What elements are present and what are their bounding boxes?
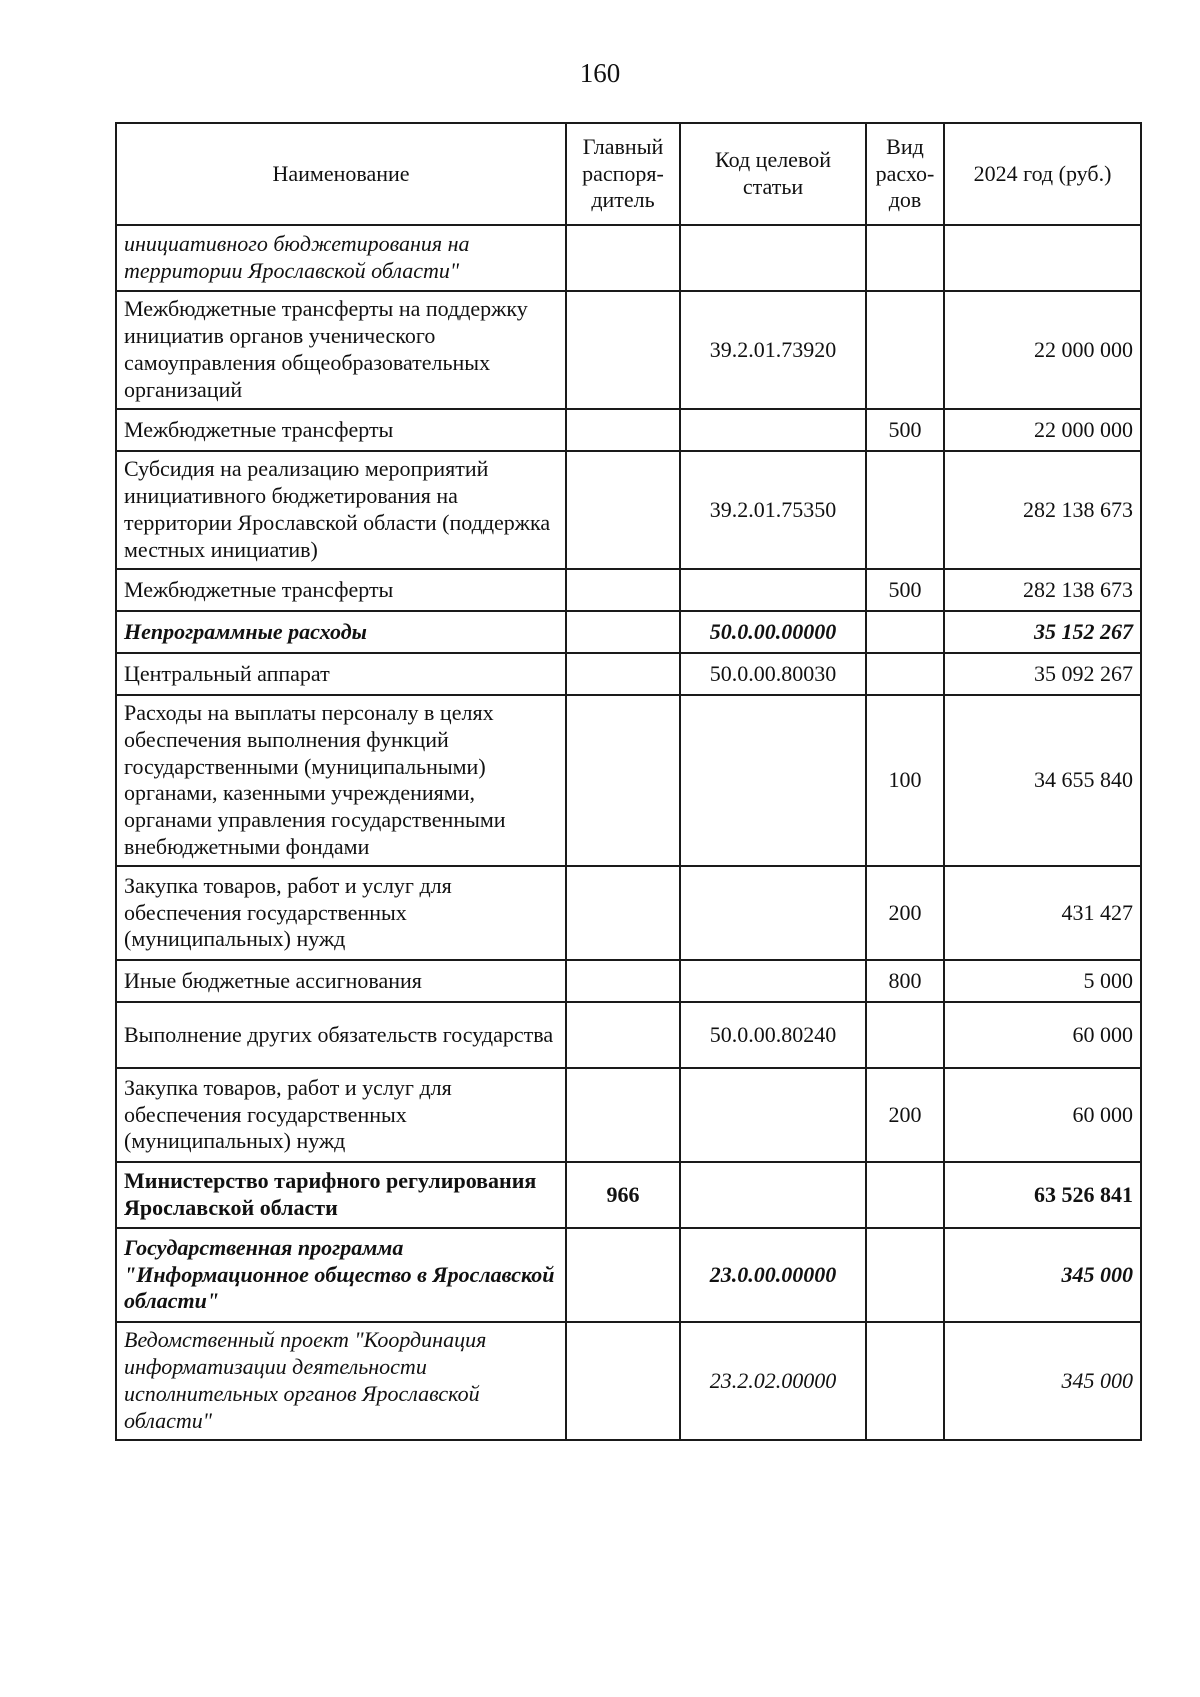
cell-vid bbox=[866, 451, 944, 569]
cell-glavny bbox=[566, 1228, 680, 1322]
cell-sum: 5 000 bbox=[944, 960, 1141, 1002]
cell-glavny bbox=[566, 1322, 680, 1440]
table-row bbox=[116, 695, 1141, 866]
table-row bbox=[116, 866, 1141, 960]
cell-vid bbox=[866, 611, 944, 653]
cell-sum: 282 138 673 bbox=[944, 451, 1141, 569]
cell-code: 23.0.00.00000 bbox=[680, 1228, 866, 1322]
cell-glavny bbox=[566, 1002, 680, 1068]
cell-code: 23.2.02.00000 bbox=[680, 1322, 866, 1440]
cell-glavny bbox=[566, 1068, 680, 1162]
cell-code bbox=[680, 695, 866, 866]
cell-code bbox=[680, 866, 866, 960]
cell-glavny bbox=[566, 225, 680, 291]
cell-name: Субсидия на реализацию мероприятий инициативного бюджетирования на территории Ярославской области (поддержка местных инициатив) bbox=[116, 451, 566, 569]
cell-glavny bbox=[566, 569, 680, 611]
table-row bbox=[116, 653, 1141, 695]
table-row bbox=[116, 1068, 1141, 1162]
table-row bbox=[116, 1322, 1141, 1440]
cell-glavny bbox=[566, 409, 680, 451]
cell-glavny bbox=[566, 653, 680, 695]
cell-code: 50.0.00.80030 bbox=[680, 653, 866, 695]
table-row bbox=[116, 225, 1141, 291]
cell-sum: 35 092 267 bbox=[944, 653, 1141, 695]
table-body bbox=[116, 225, 1141, 1440]
cell-name: Непрограммные расходы bbox=[116, 611, 566, 653]
table-row bbox=[116, 1228, 1141, 1322]
header-vid: Вид расхо-дов bbox=[866, 123, 944, 225]
cell-glavny bbox=[566, 695, 680, 866]
cell-sum: 431 427 bbox=[944, 866, 1141, 960]
header-name: Наименование bbox=[116, 123, 566, 225]
cell-sum: 345 000 bbox=[944, 1228, 1141, 1322]
cell-sum: 345 000 bbox=[944, 1322, 1141, 1440]
cell-name: Ведомственный проект "Координация информатизации деятельности исполнительных органов Ярославской области" bbox=[116, 1322, 566, 1440]
budget-table bbox=[115, 122, 1142, 1441]
cell-name: Закупка товаров, работ и услуг для обеспечения государственных (муниципальных) нужд bbox=[116, 1068, 566, 1162]
cell-name: Межбюджетные трансферты на поддержку инициатив органов ученического самоуправления общеобразовательных организаций bbox=[116, 291, 566, 409]
cell-glavny: 966 bbox=[566, 1162, 680, 1228]
cell-sum bbox=[944, 225, 1141, 291]
cell-code: 50.0.00.80240 bbox=[680, 1002, 866, 1068]
cell-vid bbox=[866, 653, 944, 695]
table-row bbox=[116, 1002, 1141, 1068]
cell-vid bbox=[866, 1228, 944, 1322]
cell-name: Выполнение других обязательств государства bbox=[116, 1002, 566, 1068]
page-number: 160 bbox=[579, 58, 621, 88]
cell-vid bbox=[866, 1002, 944, 1068]
cell-name: Иные бюджетные ассигнования bbox=[116, 960, 566, 1002]
header-code: Код целевой статьи bbox=[680, 123, 866, 225]
cell-code bbox=[680, 1162, 866, 1228]
cell-name: Центральный аппарат bbox=[116, 653, 566, 695]
cell-glavny bbox=[566, 960, 680, 1002]
table-row bbox=[116, 960, 1141, 1002]
cell-vid bbox=[866, 291, 944, 409]
cell-glavny bbox=[566, 611, 680, 653]
cell-code bbox=[680, 960, 866, 1002]
cell-vid: 500 bbox=[866, 569, 944, 611]
cell-vid bbox=[866, 225, 944, 291]
cell-glavny bbox=[566, 291, 680, 409]
cell-code bbox=[680, 1068, 866, 1162]
table-row bbox=[116, 451, 1141, 569]
header-year: 2024 год (руб.) bbox=[944, 123, 1141, 225]
cell-sum: 35 152 267 bbox=[944, 611, 1141, 653]
cell-vid: 100 bbox=[866, 695, 944, 866]
cell-code: 50.0.00.00000 bbox=[680, 611, 866, 653]
cell-sum: 282 138 673 bbox=[944, 569, 1141, 611]
cell-sum: 22 000 000 bbox=[944, 291, 1141, 409]
cell-code bbox=[680, 409, 866, 451]
cell-sum: 22 000 000 bbox=[944, 409, 1141, 451]
cell-sum: 60 000 bbox=[944, 1002, 1141, 1068]
cell-sum: 63 526 841 bbox=[944, 1162, 1141, 1228]
cell-vid: 200 bbox=[866, 1068, 944, 1162]
cell-glavny bbox=[566, 866, 680, 960]
header-glavny: Главный распоря-дитель bbox=[566, 123, 680, 225]
cell-vid: 800 bbox=[866, 960, 944, 1002]
cell-name: Межбюджетные трансферты bbox=[116, 409, 566, 451]
cell-vid bbox=[866, 1322, 944, 1440]
cell-sum: 60 000 bbox=[944, 1068, 1141, 1162]
cell-vid: 200 bbox=[866, 866, 944, 960]
cell-code: 39.2.01.73920 bbox=[680, 291, 866, 409]
cell-name: Расходы на выплаты персоналу в целях обеспечения выполнения функций государственными (муниципальными) органами, казенными учреждениями, органами управления государственными внебюджетными фондами bbox=[116, 695, 566, 866]
table-row bbox=[116, 409, 1141, 451]
cell-vid bbox=[866, 1162, 944, 1228]
cell-name: Закупка товаров, работ и услуг для обеспечения государственных (муниципальных) нужд bbox=[116, 866, 566, 960]
table-row bbox=[116, 291, 1141, 409]
cell-code bbox=[680, 569, 866, 611]
table-header-row bbox=[116, 123, 1141, 225]
cell-name: Государственная программа "Информационное общество в Ярославской области" bbox=[116, 1228, 566, 1322]
cell-code: 39.2.01.75350 bbox=[680, 451, 866, 569]
cell-vid: 500 bbox=[866, 409, 944, 451]
table-row bbox=[116, 611, 1141, 653]
table-row bbox=[116, 1162, 1141, 1228]
cell-name: инициативного бюджетирования на территории Ярославской области" bbox=[116, 225, 566, 291]
cell-code bbox=[680, 225, 866, 291]
cell-glavny bbox=[566, 451, 680, 569]
cell-name: Министерство тарифного регулирования Ярославской области bbox=[116, 1162, 566, 1228]
table-row bbox=[116, 569, 1141, 611]
cell-name: Межбюджетные трансферты bbox=[116, 569, 566, 611]
cell-sum: 34 655 840 bbox=[944, 695, 1141, 866]
